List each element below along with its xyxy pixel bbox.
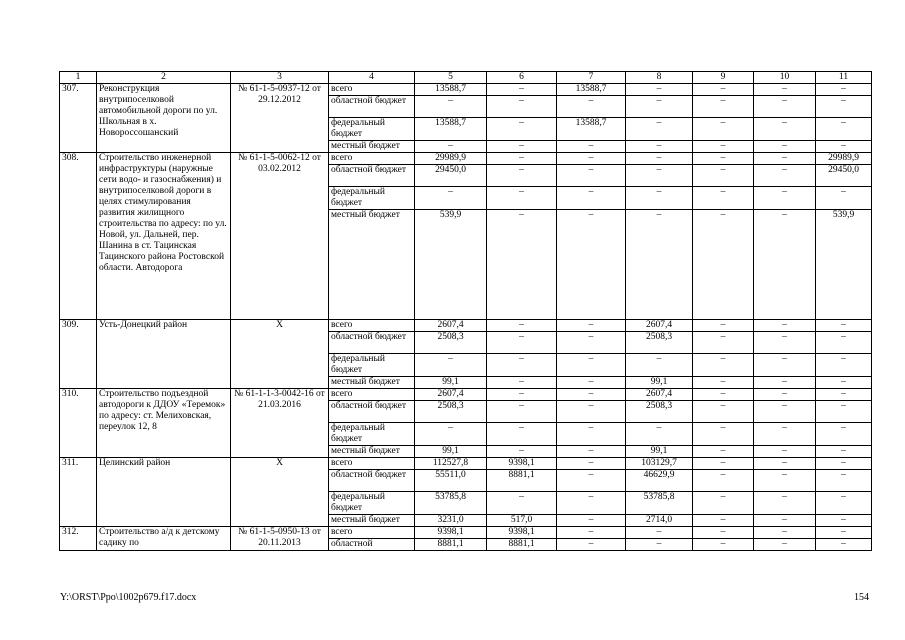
column-header: 2 (97, 72, 231, 84)
amount-cell: 9398,1 (487, 458, 557, 470)
table-row (60, 527, 872, 539)
funding-source: областной бюджет (329, 165, 415, 187)
amount-cell: – (816, 354, 872, 377)
amount-cell: 53785,8 (626, 492, 693, 515)
amount-cell: – (693, 389, 754, 401)
amount-cell: – (754, 210, 816, 320)
amount-cell: – (816, 377, 872, 389)
amount-cell: – (693, 141, 754, 153)
funding-source: всего (329, 527, 415, 539)
page-number: 154 (854, 592, 869, 603)
amount-cell: – (557, 470, 626, 492)
amount-cell: – (557, 401, 626, 423)
amount-cell: 8881,1 (487, 470, 557, 492)
financing-table (59, 71, 872, 551)
funding-source: федеральный бюджет (329, 423, 415, 446)
amount-cell: – (557, 423, 626, 446)
amount-cell: – (487, 401, 557, 423)
funding-source: местный бюджет (329, 210, 415, 320)
amount-cell: – (816, 492, 872, 515)
amount-cell: – (557, 141, 626, 153)
amount-cell: – (557, 527, 626, 539)
amount-cell: – (816, 423, 872, 446)
amount-cell: – (754, 118, 816, 141)
amount-cell: – (754, 458, 816, 470)
amount-cell: – (415, 423, 487, 446)
object-name: Усть-Донецкий район (97, 320, 231, 389)
amount-cell: 3231,0 (415, 515, 487, 527)
amount-cell: – (557, 153, 626, 165)
amount-cell: – (487, 165, 557, 187)
amount-cell: – (487, 332, 557, 354)
row-number: 312. (60, 527, 97, 551)
amount-cell: – (816, 96, 872, 118)
amount-cell: 13588,7 (415, 84, 487, 96)
amount-cell: 46629,9 (626, 470, 693, 492)
amount-cell: – (626, 354, 693, 377)
amount-cell: – (816, 470, 872, 492)
amount-cell: 99,1 (415, 377, 487, 389)
amount-cell: – (557, 492, 626, 515)
amount-cell: 2607,4 (415, 320, 487, 332)
amount-cell: 2607,4 (626, 320, 693, 332)
amount-cell: – (487, 141, 557, 153)
amount-cell: – (693, 539, 754, 551)
amount-cell: – (557, 332, 626, 354)
column-header: 7 (557, 72, 626, 84)
amount-cell: – (626, 539, 693, 551)
object-name: Строительство подъездной автодороги к ДДОУ «Теремок» по адресу: ст. Мелиховская, переулок 12, 8 (97, 389, 231, 458)
object-name: Строительство а/д к детскому садику по (97, 527, 231, 551)
funding-source: местный бюджет (329, 515, 415, 527)
amount-cell: – (693, 515, 754, 527)
amount-cell: – (816, 389, 872, 401)
amount-cell: – (754, 153, 816, 165)
amount-cell: – (693, 332, 754, 354)
column-header: 4 (329, 72, 415, 84)
amount-cell: 9398,1 (487, 527, 557, 539)
document-ref: № 61-1-5-0062-12 от 03.02.2012 (231, 153, 329, 320)
amount-cell: 2714,0 (626, 515, 693, 527)
funding-source: федеральный бюджет (329, 492, 415, 515)
document-ref: Х (231, 320, 329, 389)
amount-cell: – (626, 153, 693, 165)
funding-source: всего (329, 84, 415, 96)
amount-cell: – (754, 492, 816, 515)
funding-source: всего (329, 389, 415, 401)
row-number: 310. (60, 389, 97, 458)
amount-cell: – (557, 320, 626, 332)
amount-cell: 2607,4 (415, 389, 487, 401)
document-ref: № 61-1-1-3-0042-16 от 21.03.2016 (231, 389, 329, 458)
amount-cell: – (754, 84, 816, 96)
amount-cell: – (487, 320, 557, 332)
amount-cell: 539,9 (415, 210, 487, 320)
table-row (60, 389, 872, 401)
amount-cell: 9398,1 (415, 527, 487, 539)
amount-cell: – (754, 332, 816, 354)
table-row (60, 320, 872, 332)
amount-cell: – (754, 470, 816, 492)
amount-cell: – (693, 458, 754, 470)
amount-cell: 29450,0 (415, 165, 487, 187)
amount-cell: – (693, 165, 754, 187)
amount-cell: – (487, 389, 557, 401)
table-row (60, 458, 872, 470)
object-name: Целинский район (97, 458, 231, 527)
amount-cell: – (816, 141, 872, 153)
column-header: 9 (693, 72, 754, 84)
amount-cell: – (816, 539, 872, 551)
column-header: 10 (754, 72, 816, 84)
amount-cell: – (693, 377, 754, 389)
amount-cell: – (754, 446, 816, 458)
amount-cell: – (487, 96, 557, 118)
amount-cell: – (693, 527, 754, 539)
object-name: Строительство инженерной инфраструктуры (наружные сети водо- и газоснабжения) и внутрипоселковой дороги в целях стимулирования развития жилищного строительства по адресу: по ул. Новой, ул. Дальней, пер. Шанина в ст. Тацинская Тацинского района Ростовской области. Автодорога (97, 153, 231, 320)
amount-cell: – (415, 187, 487, 210)
amount-cell: 103129,7 (626, 458, 693, 470)
amount-cell: – (816, 446, 872, 458)
amount-cell: – (693, 187, 754, 210)
amount-cell: – (415, 141, 487, 153)
funding-source: местный бюджет (329, 377, 415, 389)
amount-cell: – (626, 96, 693, 118)
footer-file-path: Y:\ORST\Ppo\1002p679.f17.docx (60, 592, 197, 603)
amount-cell: – (693, 210, 754, 320)
funding-source: всего (329, 153, 415, 165)
row-number: 307. (60, 84, 97, 153)
amount-cell: – (816, 320, 872, 332)
amount-cell: – (626, 210, 693, 320)
amount-cell: – (693, 423, 754, 446)
amount-cell: – (626, 118, 693, 141)
amount-cell: 29989,9 (816, 153, 872, 165)
amount-cell: – (816, 458, 872, 470)
row-number: 311. (60, 458, 97, 527)
amount-cell: – (626, 423, 693, 446)
column-header: 11 (816, 72, 872, 84)
document-ref: № 61-1-5-0937-12 от 29.12.2012 (231, 84, 329, 153)
amount-cell: – (754, 515, 816, 527)
amount-cell: – (693, 96, 754, 118)
funding-source: областной (329, 539, 415, 551)
amount-cell: – (754, 423, 816, 446)
amount-cell: – (557, 539, 626, 551)
amount-cell: – (816, 332, 872, 354)
amount-cell: – (557, 187, 626, 210)
amount-cell: – (693, 446, 754, 458)
amount-cell: – (626, 84, 693, 96)
amount-cell: – (754, 401, 816, 423)
funding-source: федеральный бюджет (329, 118, 415, 141)
column-header: 8 (626, 72, 693, 84)
column-header: 3 (231, 72, 329, 84)
amount-cell: – (754, 96, 816, 118)
column-header: 6 (487, 72, 557, 84)
amount-cell: – (693, 401, 754, 423)
amount-cell: 112527,8 (415, 458, 487, 470)
amount-cell: 29450,0 (816, 165, 872, 187)
amount-cell: – (487, 84, 557, 96)
amount-cell: 99,1 (415, 446, 487, 458)
amount-cell: – (557, 446, 626, 458)
amount-cell: – (415, 96, 487, 118)
funding-source: областной бюджет (329, 96, 415, 118)
amount-cell: 2508,3 (415, 332, 487, 354)
amount-cell: 2508,3 (626, 332, 693, 354)
amount-cell: – (557, 458, 626, 470)
amount-cell: 2508,3 (626, 401, 693, 423)
amount-cell: – (626, 187, 693, 210)
amount-cell: 2607,4 (626, 389, 693, 401)
amount-cell: – (816, 84, 872, 96)
funding-source: областной бюджет (329, 332, 415, 354)
amount-cell: 99,1 (626, 446, 693, 458)
header-row (60, 72, 872, 84)
amount-cell: 517,0 (487, 515, 557, 527)
amount-cell: – (754, 141, 816, 153)
document-ref: № 61-1-5-0950-13 от 20.11.2013 (231, 527, 329, 551)
amount-cell: – (754, 187, 816, 210)
amount-cell: 13588,7 (415, 118, 487, 141)
amount-cell: – (693, 118, 754, 141)
amount-cell: – (816, 118, 872, 141)
amount-cell: – (557, 165, 626, 187)
amount-cell: – (626, 165, 693, 187)
amount-cell: – (626, 527, 693, 539)
funding-source: областной бюджет (329, 401, 415, 423)
amount-cell: 55511,0 (415, 470, 487, 492)
funding-source: областной бюджет (329, 470, 415, 492)
funding-source: местный бюджет (329, 141, 415, 153)
amount-cell: – (487, 210, 557, 320)
funding-source: федеральный бюджет (329, 354, 415, 377)
amount-cell: – (693, 84, 754, 96)
amount-cell: – (816, 401, 872, 423)
amount-cell: 13588,7 (557, 84, 626, 96)
amount-cell: – (557, 354, 626, 377)
amount-cell: – (693, 354, 754, 377)
amount-cell: 2508,3 (415, 401, 487, 423)
amount-cell: – (487, 377, 557, 389)
amount-cell: 13588,7 (557, 118, 626, 141)
amount-cell: – (754, 527, 816, 539)
amount-cell: – (693, 470, 754, 492)
amount-cell: – (487, 354, 557, 377)
amount-cell: – (754, 354, 816, 377)
amount-cell: – (693, 153, 754, 165)
amount-cell: – (557, 210, 626, 320)
amount-cell: – (754, 389, 816, 401)
amount-cell: – (693, 492, 754, 515)
amount-cell: 539,9 (816, 210, 872, 320)
amount-cell: – (816, 515, 872, 527)
amount-cell: 8881,1 (415, 539, 487, 551)
amount-cell: – (693, 320, 754, 332)
amount-cell: – (754, 377, 816, 389)
column-header: 5 (415, 72, 487, 84)
funding-source: всего (329, 458, 415, 470)
table-row (60, 84, 872, 96)
amount-cell: – (487, 187, 557, 210)
document-ref: Х (231, 458, 329, 527)
amount-cell: – (816, 187, 872, 210)
amount-cell: 29989,9 (415, 153, 487, 165)
amount-cell: – (754, 320, 816, 332)
amount-cell: – (557, 515, 626, 527)
amount-cell: – (487, 423, 557, 446)
column-header: 1 (60, 72, 97, 84)
amount-cell: – (557, 377, 626, 389)
amount-cell: – (487, 446, 557, 458)
amount-cell: – (754, 539, 816, 551)
amount-cell: 99,1 (626, 377, 693, 389)
amount-cell: – (816, 527, 872, 539)
amount-cell: – (557, 96, 626, 118)
funding-source: всего (329, 320, 415, 332)
object-name: Реконструкция внутрипоселковой автомобильной дороги по ул. Школьная в х. Новороссошанский (97, 84, 231, 153)
row-number: 309. (60, 320, 97, 389)
amount-cell: – (626, 141, 693, 153)
row-number: 308. (60, 153, 97, 320)
funding-source: местный бюджет (329, 446, 415, 458)
amount-cell: – (487, 492, 557, 515)
funding-source: федеральный бюджет (329, 187, 415, 210)
amount-cell: – (557, 389, 626, 401)
amount-cell: 8881,1 (487, 539, 557, 551)
amount-cell: – (415, 354, 487, 377)
table-row (60, 153, 872, 165)
amount-cell: – (754, 165, 816, 187)
amount-cell: – (487, 153, 557, 165)
amount-cell: 53785,8 (415, 492, 487, 515)
amount-cell: – (487, 118, 557, 141)
